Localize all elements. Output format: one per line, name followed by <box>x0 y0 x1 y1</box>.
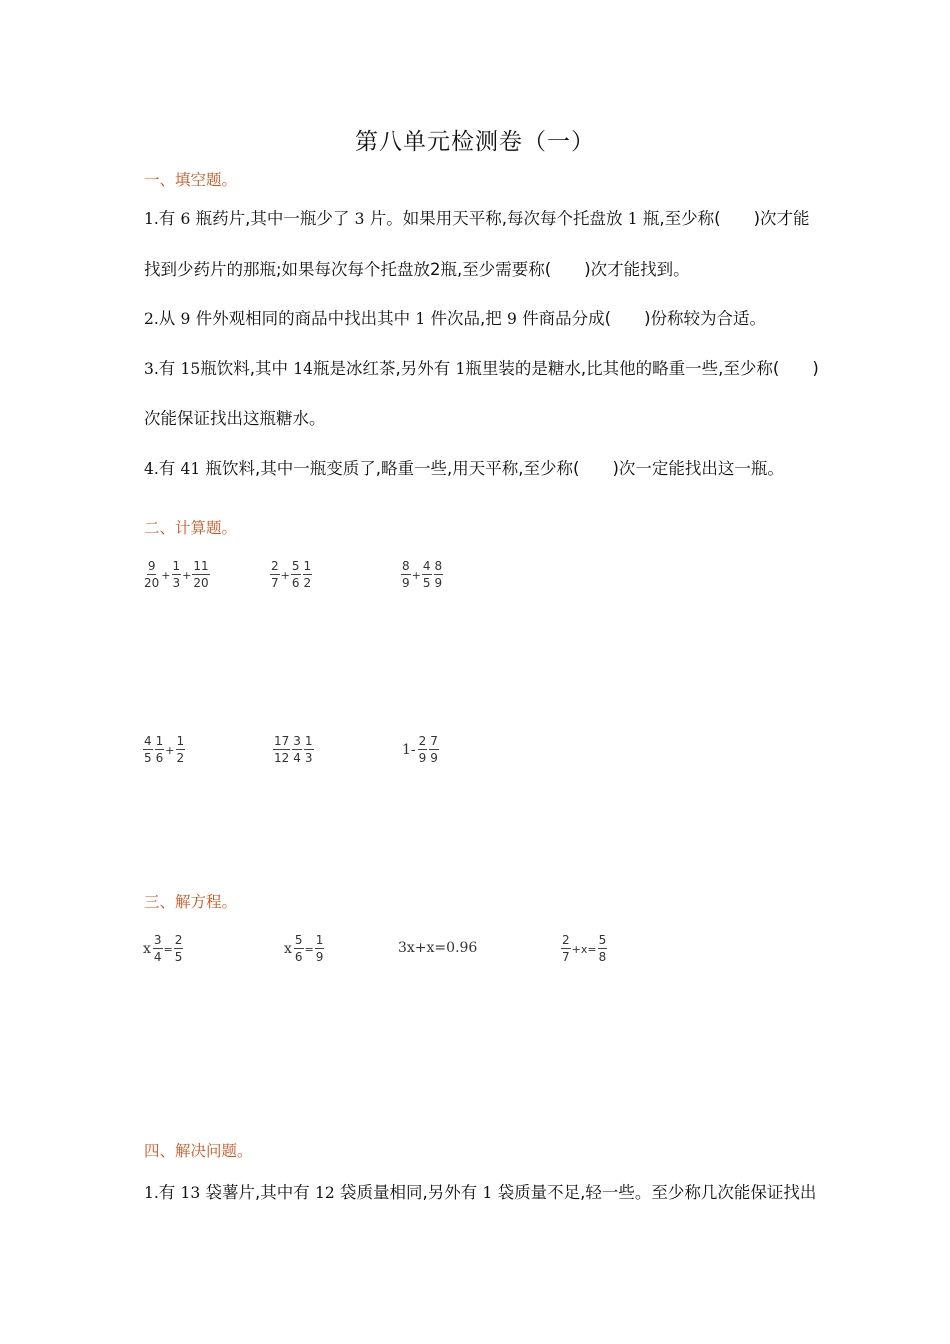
calc-expression-1: 9 20 + $\frac{1}{3}$ + $\frac{11}{20}$ <box>144 559 209 590</box>
equation-3: 3x+x=0.96 <box>398 940 478 956</box>
section-heading-fill-blank: 一、填空题。 <box>144 171 238 189</box>
question-1-line-1: 1.有 6 瓶药片,其中一瓶少了 3 片。如果用天平称,每次每个托盘放 1 瓶,至少称( )次才能 <box>144 209 810 228</box>
equation-4: 2 7 +x= $\frac{5}{8}$ <box>562 933 607 964</box>
equation-2: x $\frac{5}{6}$ = $\frac{1}{9}$ <box>284 933 324 964</box>
question-3-line-2: 次能保证找出这瓶糖水。 <box>144 409 326 428</box>
question-3-line-1: 3.有 15瓶饮料,其中 14瓶是冰红茶,另外有 1瓶里装的是糖水,比其他的略重一些,至少称( ) <box>144 359 819 378</box>
question-1-line-2: 找到少药片的那瓶;如果每次每个托盘放2瓶,至少需要称( )次才能找到。 <box>144 260 690 279</box>
calc-expression-2: 2 7 + $\frac{5}{6}$ 1 2 <box>271 559 312 590</box>
section-heading-equations: 三、解方程。 <box>144 893 238 911</box>
word-problem-1: 1.有 13 袋薯片,其中有 12 袋质量相同,另外有 1 袋质量不足,轻一些。至少称几次能保证找出 <box>144 1183 817 1202</box>
section-heading-word-problems: 四、解决问题。 <box>144 1142 253 1160</box>
calc-expression-4: 4 5 1 6 + $\frac{1}{2}$ <box>144 734 185 765</box>
question-4: 4.有 41 瓶饮料,其中一瓶变质了,略重一些,用天平称,至少称( )次一定能找出这一瓶。 <box>144 459 784 478</box>
equation-1: x $\frac{3}{4}$ = $\frac{2}{5}$ <box>143 933 183 964</box>
page-title: 第八单元检测卷（一） <box>355 129 595 155</box>
calc-expression-6: 1- 2 9 7 9 <box>402 734 438 765</box>
question-2: 2.从 9 件外观相同的商品中找出其中 1 件次品,把 9 件商品分成( )份称较为合适。 <box>144 309 767 328</box>
calc-expression-5: 17 12 3 4 1 3 <box>274 734 313 765</box>
calc-expression-3: 8 9 + $\frac{4}{5}$ 8 9 <box>402 559 443 590</box>
section-heading-calculation: 二、计算题。 <box>144 519 238 537</box>
